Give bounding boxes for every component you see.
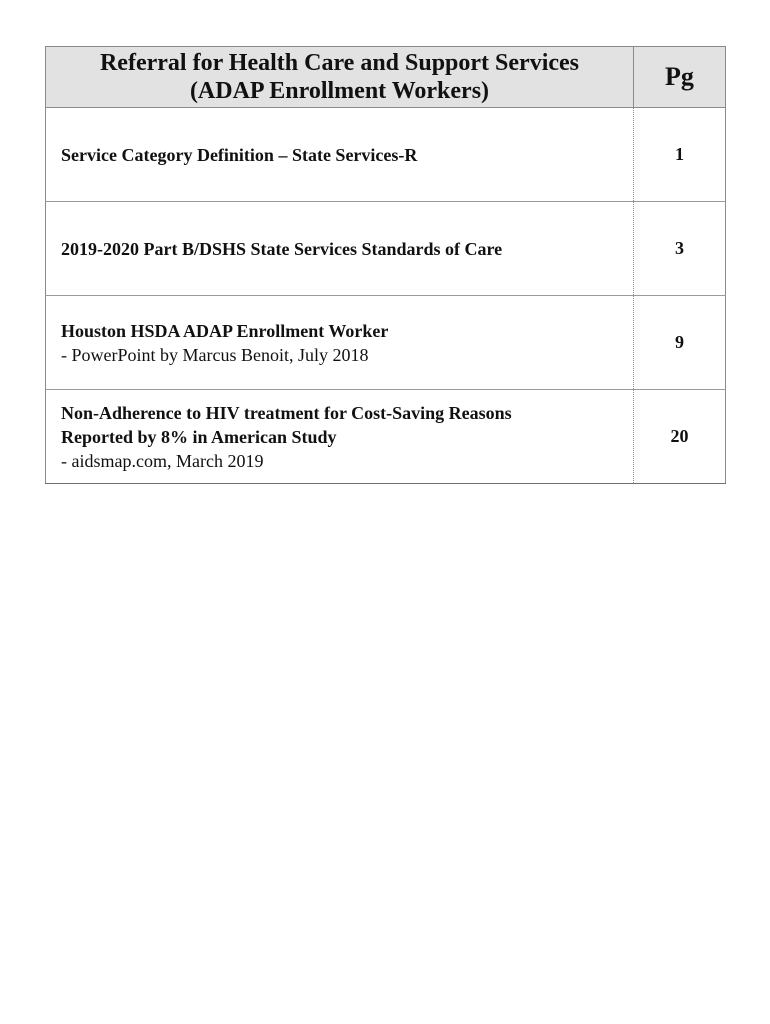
entry-cell	[46, 296, 634, 390]
table-title-line-1: Referral for Health Care and Support Services	[99, 50, 580, 76]
page-column-header: Pg	[634, 47, 726, 108]
table-title	[46, 47, 634, 108]
contents-table	[45, 46, 726, 484]
entry-page-number: 3	[634, 202, 726, 296]
entry-cell	[46, 202, 634, 296]
table-header-row	[46, 47, 726, 108]
table-row	[46, 202, 726, 296]
table-row	[46, 296, 726, 390]
table-title-line-2: (ADAP Enrollment Workers)	[189, 78, 490, 104]
entry-page-number: 9	[634, 296, 726, 390]
entry-page-number: 1	[634, 108, 726, 202]
table-row	[46, 390, 726, 484]
entry-source: - PowerPoint by Marcus Benoit, July 2018	[61, 344, 369, 365]
entry-cell	[46, 108, 634, 202]
entry-cell	[46, 390, 634, 484]
table-row	[46, 108, 726, 202]
entry-title: 2019-2020 Part B/DSHS State Services Standards of Care	[61, 238, 503, 259]
entry-title: Service Category Definition – State Services-R	[61, 144, 418, 165]
entry-title-line-1: Non-Adherence to HIV treatment for Cost-Saving Reasons	[61, 402, 512, 423]
entry-source: - aidsmap.com, March 2019	[61, 450, 264, 471]
entry-title: Houston HSDA ADAP Enrollment Worker	[61, 320, 389, 341]
entry-page-number: 20	[634, 390, 726, 484]
entry-title-line-2: Reported by 8% in American Study	[61, 426, 337, 447]
